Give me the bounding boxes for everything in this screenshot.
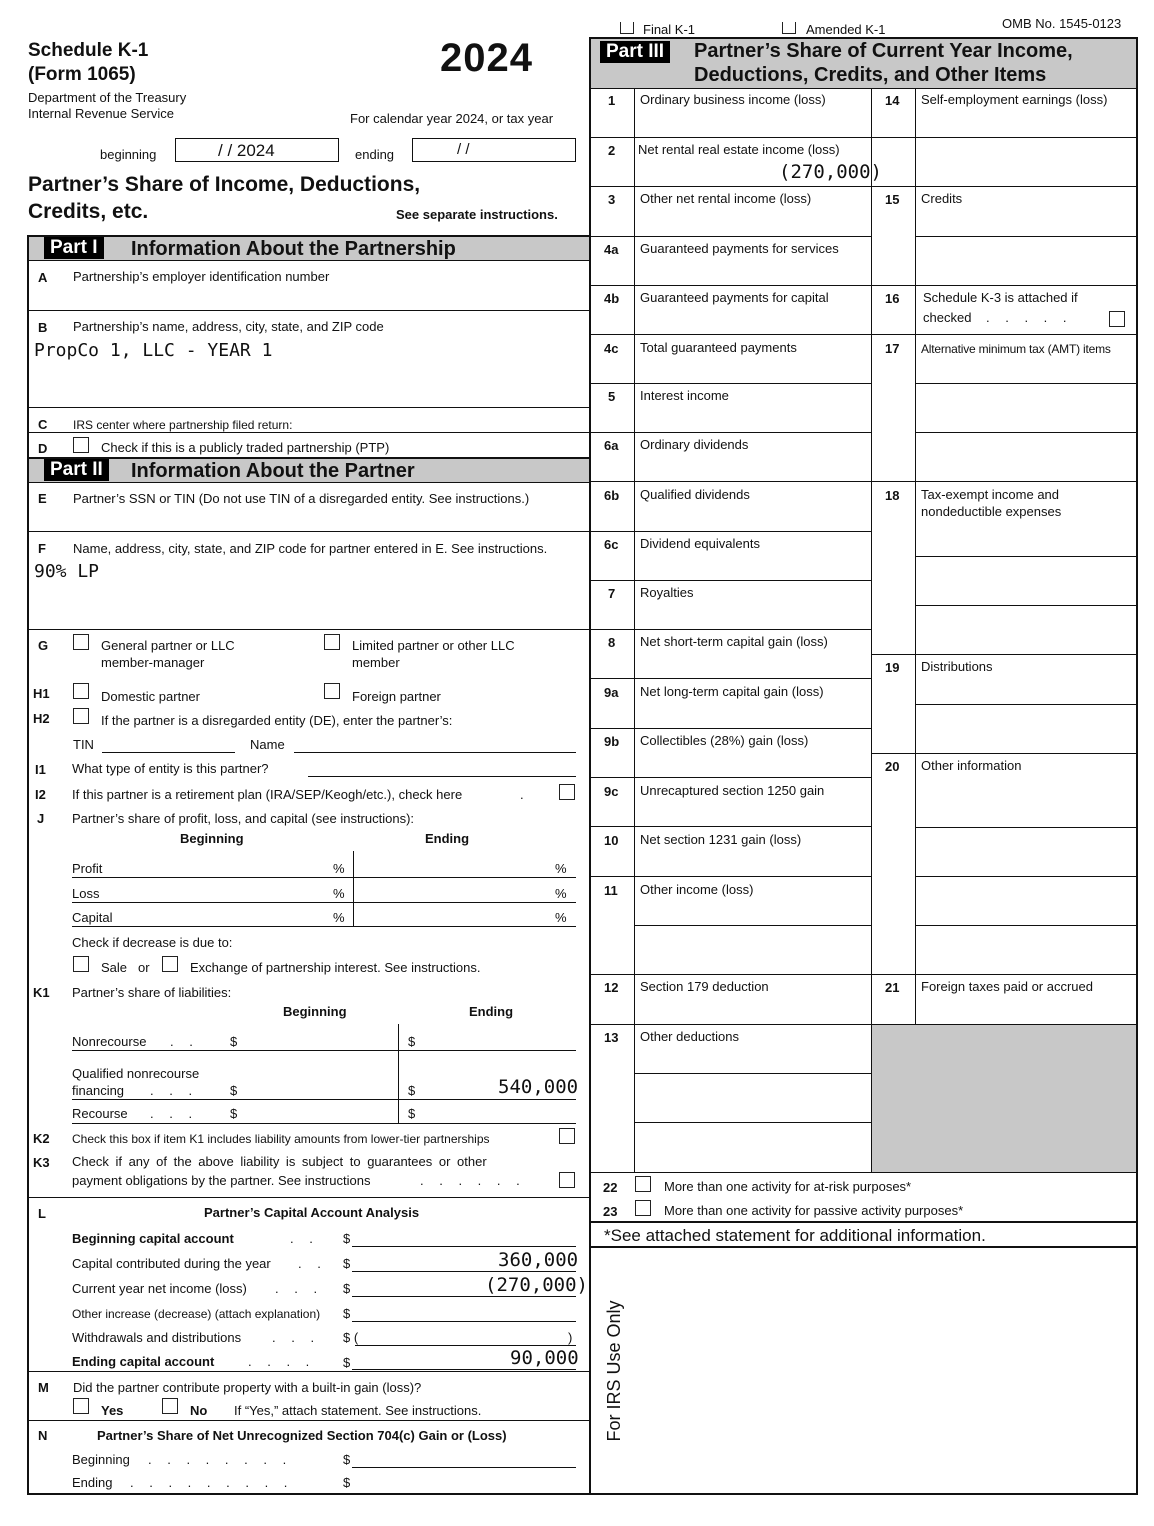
line-4c-label: Total guaranteed payments [640, 340, 797, 355]
limited-partner-label2: member [352, 655, 400, 670]
line-N-letter: N [38, 1428, 48, 1443]
tax-year-end-field[interactable] [412, 138, 576, 162]
recourse-end-dollar: $ [408, 1106, 416, 1121]
line-I2-letter: I2 [35, 787, 46, 802]
line-15-number: 15 [885, 192, 900, 207]
final-k1-label: Final K-1 [643, 22, 696, 37]
line-1-label: Ordinary business income (loss) [640, 92, 826, 107]
line-6c-field[interactable] [636, 554, 870, 579]
nonrecourse-begin-dollar: $ [230, 1034, 238, 1049]
de-name-field[interactable] [294, 752, 576, 753]
recourse-label: Recourse [72, 1106, 128, 1121]
line-23-number: 23 [603, 1204, 618, 1219]
ptp-checkbox[interactable] [73, 437, 89, 453]
part3-title-line2: Deductions, Credits, and Other Items [694, 64, 1047, 86]
calendar-year-text: For calendar year 2024, or tax year [350, 111, 554, 126]
line-J-label: Partner’s share of profit, loss, and capital (see instructions): [72, 811, 415, 826]
irs-use-only-label: For IRS Use Only [604, 1300, 624, 1442]
qualified-end-value: 540,000 [498, 1076, 579, 1098]
n-beginning-label: Beginning [72, 1452, 130, 1467]
line-5-label: Interest income [640, 388, 729, 403]
line-E-letter: E [38, 491, 47, 506]
line-3-label: Other net rental income (loss) [640, 191, 812, 206]
line-2-value: (270,000) [779, 161, 882, 183]
line-6a-field[interactable] [636, 455, 870, 480]
line-H1-letter: H1 [33, 686, 50, 701]
line-15-label: Credits [921, 191, 963, 206]
line-7-field[interactable] [636, 603, 870, 628]
j-ending-header: Ending [425, 831, 470, 846]
capital-begin-pct: % [333, 910, 345, 925]
line-21-number: 21 [885, 980, 900, 995]
withdrawals-label: Withdrawals and distributions [72, 1330, 242, 1345]
recourse-row[interactable] [72, 1123, 576, 1124]
line-12-number: 12 [604, 980, 619, 995]
limited-partner-label: Limited partner or other LLC [352, 638, 515, 653]
line-K3-letter: K3 [33, 1155, 50, 1170]
part3-title-line1: Partner’s Share of Current Year Income, [694, 40, 1073, 62]
line-11-field[interactable] [636, 899, 870, 973]
line-4c-field[interactable] [636, 357, 870, 382]
ending-capital-dollar: $ [343, 1355, 351, 1370]
current-year-income-label: Current year net income (loss) [72, 1281, 247, 1296]
other-increase-field[interactable] [352, 1321, 576, 1322]
line-5-field[interactable] [636, 406, 870, 431]
entity-type-field[interactable] [308, 776, 576, 777]
current-year-income-dollar: $ [343, 1281, 351, 1296]
domestic-partner-checkbox[interactable] [73, 683, 89, 699]
ending-capital-label: Ending capital account [72, 1354, 215, 1369]
qualified-row[interactable] [72, 1099, 576, 1100]
line-I2-label: If this partner is a retirement plan (IRA/SEP/Keogh/etc.), check here [72, 787, 463, 802]
line-I1-label: What type of entity is this partner? [72, 761, 269, 776]
line-5-number: 5 [608, 389, 616, 404]
line-14-field[interactable] [917, 110, 1135, 185]
nonrecourse-label: Nonrecourse [72, 1034, 147, 1049]
line-K2-label: Check this box if item K1 includes liability amounts from lower-tier partnerships [72, 1132, 490, 1146]
line-I1-letter: I1 [35, 762, 46, 777]
part3-label: Part III [600, 41, 670, 63]
line-6b-field[interactable] [636, 505, 870, 530]
line-2-number: 2 [608, 143, 616, 158]
schedule-k3-checkbox[interactable] [1109, 311, 1125, 327]
line-17-field[interactable] [917, 357, 1135, 480]
line-N-label: Partner’s Share of Net Unrecognized Section 704(c) Gain or (Loss) [97, 1428, 507, 1443]
part2-title: Information About the Partner [131, 460, 415, 482]
nonrecourse-end-dollar: $ [408, 1034, 416, 1049]
line-10-label: Net section 1231 gain (loss) [640, 832, 802, 847]
current-year-income-value: (270,000) [485, 1274, 588, 1296]
nonrecourse-row[interactable] [72, 1050, 576, 1051]
line-K2-letter: K2 [33, 1131, 50, 1146]
builtin-gain-yes-checkbox[interactable] [73, 1398, 89, 1414]
foreign-partner-label: Foreign partner [352, 689, 441, 704]
line-M-letter: M [38, 1380, 49, 1395]
line-C-label: IRS center where partnership filed return: [73, 418, 293, 432]
line-6a-number: 6a [604, 438, 619, 453]
amended-k1-label: Amended K-1 [806, 22, 886, 37]
line-7-label: Royalties [640, 585, 694, 600]
or-label: or [138, 960, 150, 975]
line-21-field[interactable] [917, 997, 1135, 1023]
line-6c-number: 6c [604, 537, 619, 552]
line-22-label: More than one activity for at-risk purposes* [664, 1179, 912, 1194]
line-15-field[interactable] [917, 209, 1135, 284]
irs-use-area [593, 1300, 633, 1450]
tax-year-begin-field[interactable] [175, 138, 339, 162]
line-L-letter: L [38, 1206, 46, 1221]
capital-label: Capital [72, 910, 113, 925]
line-12-label: Section 179 deduction [640, 979, 769, 994]
line-20-label: Other information [921, 758, 1022, 773]
line-4b-label: Guaranteed payments for capital [640, 290, 829, 305]
limited-partner-checkbox[interactable] [324, 634, 340, 650]
capital-analysis-header: Partner’s Capital Account Analysis [204, 1205, 420, 1220]
line-16-label2: checked [923, 310, 972, 325]
line-F-label: Name, address, city, state, and ZIP code for partner entered in E. See instructions. [73, 541, 548, 556]
line-4b-field[interactable] [636, 308, 870, 333]
line-14-number: 14 [885, 93, 900, 108]
sale-checkbox[interactable] [73, 956, 89, 972]
line-14-label: Self-employment earnings (loss) [921, 92, 1108, 107]
loss-begin-pct: % [333, 886, 345, 901]
line-16-label: Schedule K-3 is attached if [923, 290, 1078, 305]
line-A-letter: A [38, 270, 48, 285]
line-4c-number: 4c [604, 341, 619, 356]
line-4a-field[interactable] [636, 259, 870, 284]
line-18-number: 18 [885, 488, 900, 503]
line-4a-number: 4a [604, 242, 619, 257]
qualified-end-dollar: $ [408, 1083, 416, 1098]
line-H2-letter: H2 [33, 711, 50, 726]
line-8-label: Net short-term capital gain (loss) [640, 634, 828, 649]
general-partner-label: General partner or LLC [101, 638, 235, 653]
other-increase-dollar: $ [343, 1306, 351, 1321]
line-19-field[interactable] [917, 677, 1135, 752]
line-8-number: 8 [608, 635, 616, 650]
line-9c-number: 9c [604, 784, 619, 799]
line-B-letter: B [38, 320, 48, 335]
part1-label: Part I [44, 237, 104, 259]
line-K3-label2: payment obligations by the partner. See instructions [72, 1173, 371, 1188]
general-partner-checkbox[interactable] [73, 634, 89, 650]
line-9b-number: 9b [604, 734, 620, 749]
line-1-field[interactable] [636, 110, 870, 136]
j-beginning-header: Beginning [180, 831, 244, 846]
line-17-label: Alternative minimum tax (AMT) items [921, 342, 1111, 356]
k-beginning-header: Beginning [283, 1004, 347, 1019]
contributed-label: Capital contributed during the year [72, 1256, 271, 1271]
right-bottom-border [589, 1493, 1138, 1495]
main-title-line2: Credits, etc. [28, 200, 149, 223]
right-frame [1136, 38, 1138, 1495]
see-separate-instructions: See separate instructions. [396, 207, 558, 222]
amended-k1-checkbox[interactable] [782, 22, 796, 34]
partner-name-field[interactable] [33, 559, 583, 625]
k-ending-header: Ending [469, 1004, 514, 1019]
beginning-capital-label: Beginning capital account [72, 1231, 234, 1246]
profit-end-pct: % [555, 861, 567, 876]
main-title-line1: Partner’s Share of Income, Deductions, [28, 173, 421, 196]
at-risk-checkbox[interactable] [635, 1176, 651, 1192]
line-7-number: 7 [608, 586, 616, 601]
beginning-capital-field[interactable] [352, 1246, 576, 1247]
disregarded-entity-checkbox[interactable] [73, 708, 89, 724]
qualified-begin-dollar: $ [230, 1083, 238, 1098]
line-K3-label: Check if any of the above liability is subject to guarantees or other [72, 1154, 487, 1169]
line-1-number: 1 [608, 93, 616, 108]
dept-treasury: Department of the Treasury [28, 90, 187, 105]
domestic-partner-label: Domestic partner [101, 689, 200, 704]
other-increase-label: Other increase (decrease) (attach explanation) [72, 1307, 321, 1321]
line-6c-label: Dividend equivalents [640, 536, 760, 551]
line-19-label: Distributions [921, 659, 993, 674]
no-label: No [190, 1403, 208, 1418]
line-8-field[interactable] [636, 652, 870, 677]
contributed-dollar: $ [343, 1256, 351, 1271]
line-22-number: 22 [603, 1180, 618, 1195]
line-12-field[interactable] [636, 997, 870, 1023]
line-18-field[interactable] [917, 522, 1135, 653]
line-G-letter: G [38, 638, 49, 653]
contributed-field[interactable] [352, 1271, 576, 1272]
qualified-nonrecourse-label2: financing [72, 1083, 125, 1098]
line-20-number: 20 [885, 759, 900, 774]
line-11-number: 11 [604, 883, 618, 898]
line-C-letter: C [38, 417, 48, 432]
current-year-income-field[interactable] [352, 1296, 576, 1297]
profit-begin-pct: % [333, 861, 345, 876]
line-H2-label: If the partner is a disregarded entity (DE), enter the partner’s: [101, 713, 453, 728]
m-note: If “Yes,” attach statement. See instructions. [234, 1403, 482, 1418]
tin-label: TIN [73, 737, 94, 752]
line-2-field[interactable] [636, 159, 882, 185]
attached-statement-note: *See attached statement for additional information. [604, 1226, 986, 1245]
loss-label: Loss [72, 886, 100, 901]
line-6a-label: Ordinary dividends [640, 437, 749, 452]
foreign-partner-checkbox[interactable] [324, 683, 340, 699]
line-6b-label: Qualified dividends [640, 487, 750, 502]
form-title: Schedule K-1 [28, 40, 149, 61]
n-beginning-dollar: $ [343, 1452, 351, 1467]
omb-number: OMB No. 1545-0123 [1002, 16, 1122, 31]
line-13-label: Other deductions [640, 1029, 740, 1044]
line-9a-label: Net long-term capital gain (loss) [640, 684, 824, 699]
part1-title: Information About the Partnership [131, 238, 456, 260]
partner-ssn-field[interactable] [35, 508, 583, 528]
line-13-field[interactable] [636, 1047, 870, 1171]
form-subtitle: (Form 1065) [28, 64, 136, 85]
irs-name: Internal Revenue Service [28, 106, 174, 121]
loss-end-pct: % [555, 886, 567, 901]
line-11-label: Other income (loss) [640, 882, 754, 897]
ending-capital-field[interactable] [352, 1369, 576, 1370]
tax-year: 2024 [440, 36, 533, 80]
line-9a-number: 9a [604, 685, 619, 700]
line-B-label: Partnership’s name, address, city, state, and ZIP code [73, 319, 384, 334]
capital-row[interactable] [72, 926, 576, 927]
line-9c-label: Unrecaptured section 1250 gain [640, 783, 825, 798]
line-J-letter: J [37, 811, 45, 826]
line-9b-label: Collectibles (28%) gain (loss) [640, 733, 809, 748]
line-18-label: Tax-exempt income and [921, 487, 1060, 502]
line-16-number: 16 [885, 291, 900, 306]
line-23-label: More than one activity for passive activity purposes* [664, 1203, 964, 1218]
line-D-label: Check if this is a publicly traded partnership (PTP) [101, 440, 390, 455]
line-D-letter: D [38, 441, 48, 456]
decrease-label: Check if decrease is due to: [72, 935, 233, 950]
retirement-plan-checkbox[interactable] [559, 784, 575, 800]
line-19-number: 19 [885, 660, 900, 675]
ending-label: ending [355, 147, 395, 162]
withdrawals-dollar: $ ( [343, 1330, 359, 1345]
part2-label: Part II [44, 459, 109, 481]
gray-block [872, 1025, 1136, 1173]
qualified-nonrecourse-label: Qualified nonrecourse [72, 1066, 200, 1081]
exchange-checkbox[interactable] [162, 956, 178, 972]
line-F-letter: F [38, 541, 46, 556]
yes-label: Yes [101, 1403, 124, 1418]
n-ending-label: Ending [72, 1475, 113, 1490]
n-ending-dollar: $ [343, 1475, 351, 1490]
withdrawals-field[interactable] [355, 1345, 576, 1346]
line-18-label2: nondeductible expenses [921, 504, 1062, 519]
line-2-label: Net rental real estate income (loss) [638, 142, 840, 157]
end-date-value: / / [457, 141, 470, 158]
loss-row[interactable] [72, 902, 576, 903]
partnership-name-field[interactable] [33, 338, 583, 404]
lower-tier-checkbox[interactable] [559, 1128, 575, 1144]
partner-name-value: 90% LP [34, 561, 100, 582]
line-K1-label: Partner’s share of liabilities: [72, 985, 232, 1000]
profit-label: Profit [72, 861, 103, 876]
line-3-field[interactable] [636, 209, 870, 235]
line-E-label: Partner’s SSN or TIN (Do not use TIN of a disregarded entity. See instructions.) [73, 491, 530, 506]
ending-capital-value: 90,000 [510, 1347, 579, 1369]
line-9a-field[interactable] [636, 702, 870, 727]
beginning-label: beginning [100, 147, 157, 162]
withdrawals-close: ) [568, 1330, 573, 1345]
recourse-begin-dollar: $ [230, 1106, 238, 1121]
profit-row[interactable] [72, 877, 576, 878]
line-9b-field[interactable] [636, 751, 870, 776]
sale-label: Sale [101, 960, 128, 975]
line-9c-field[interactable] [636, 800, 870, 825]
line-M-label: Did the partner contribute property with a built-in gain (loss)? [73, 1380, 422, 1395]
begin-date-value: / / 2024 [218, 141, 275, 160]
contributed-value: 360,000 [498, 1249, 579, 1271]
line-4a-label: Guaranteed payments for services [640, 241, 839, 256]
capital-end-pct: % [555, 910, 567, 925]
line-4b-number: 4b [604, 291, 620, 306]
line-6b-number: 6b [604, 488, 620, 503]
beginning-capital-dollar: $ [343, 1231, 351, 1246]
passive-activity-checkbox[interactable] [635, 1200, 651, 1216]
partnership-name-value: PropCo 1, LLC - YEAR 1 [34, 340, 273, 361]
n-beginning-field[interactable] [352, 1467, 576, 1468]
line-21-label: Foreign taxes paid or accrued [921, 979, 1093, 994]
line-20-field[interactable] [917, 776, 1135, 973]
final-k1-checkbox[interactable] [620, 22, 634, 34]
line-K1-letter: K1 [33, 985, 50, 1000]
general-partner-label2: member-manager [101, 655, 205, 670]
de-tin-field[interactable] [102, 752, 235, 753]
de-name-label: Name [250, 737, 285, 752]
guarantee-checkbox[interactable] [559, 1172, 575, 1188]
line-10-number: 10 [604, 833, 619, 848]
line-3-number: 3 [608, 192, 616, 207]
line-A-label: Partnership’s employer identification number [73, 269, 330, 284]
line-17-number: 17 [885, 341, 900, 356]
center-divider [589, 38, 591, 1495]
line-10-field[interactable] [636, 850, 870, 875]
partnership-ein-field[interactable] [35, 288, 583, 308]
exchange-label: Exchange of partnership interest. See instructions. [190, 960, 481, 975]
builtin-gain-no-checkbox[interactable] [162, 1398, 178, 1414]
line-13-number: 13 [604, 1030, 619, 1045]
